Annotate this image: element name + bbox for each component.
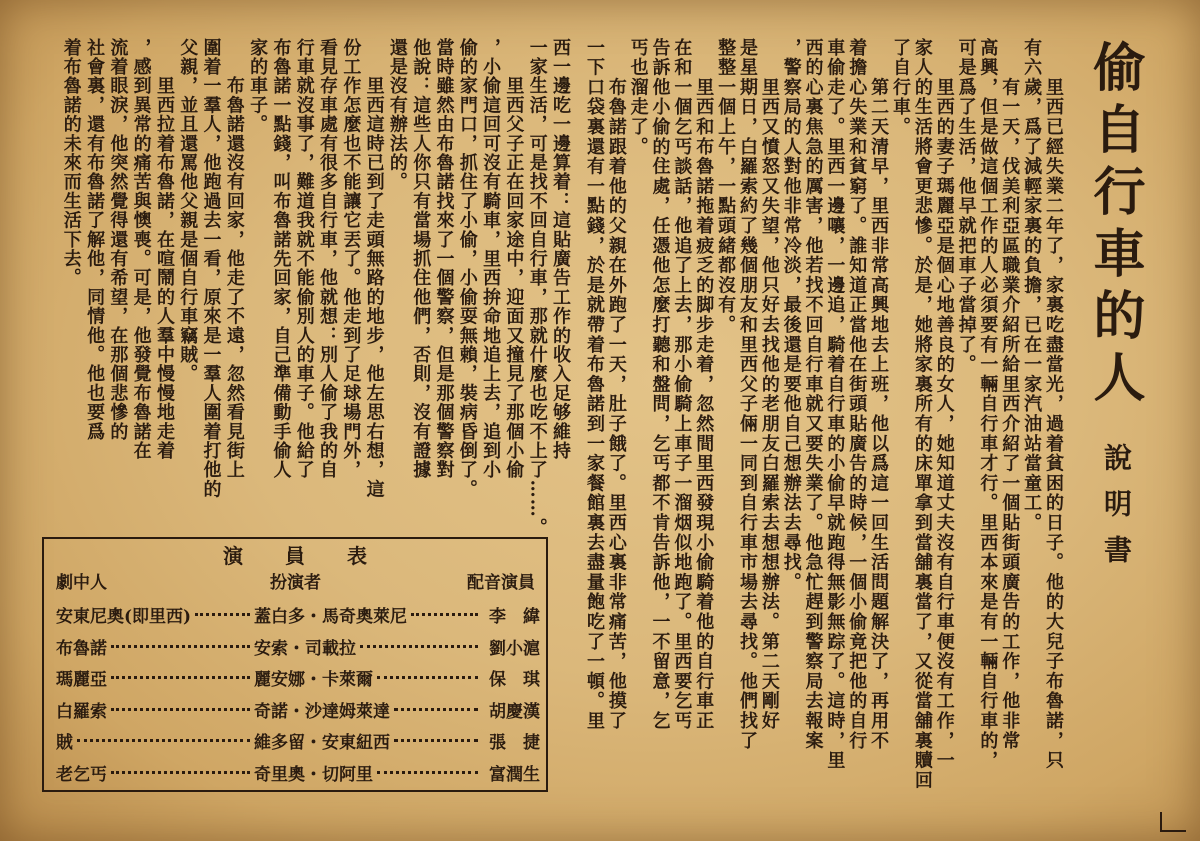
actor-cell <box>254 697 482 722</box>
synopsis-left-block <box>59 38 572 538</box>
text-column: 里西的妻子瑪麗亞是個心地善良的女人，她知道丈夫沒有自行車便沒有工作，一 <box>933 38 955 771</box>
cast-row <box>56 631 540 663</box>
text-column: 整整一個上午，一點頭緒都沒有。 <box>715 38 737 335</box>
text-column: 西的心裏焦急的厲害，他若找不回自行車就又要失業了。他急忙趕到警察局去報案 <box>802 38 824 751</box>
dot-leader <box>360 645 478 648</box>
text-column: 了自行車。 <box>889 38 911 137</box>
synopsis-right-block <box>583 38 1064 800</box>
actor-name: 奇諾・沙達姆萊達 <box>254 701 390 722</box>
text-column: 布魯諾還沒有回家，他走了不遠，忽然看見街上 <box>223 38 245 480</box>
dubber-name: 張 捷 <box>489 733 540 754</box>
cast-rows <box>56 599 540 788</box>
text-column: 高興，但是做這個工作的人必須要有一輛自行車才行。里西本來是有一輛自行車的， <box>977 38 999 771</box>
text-column: 可是爲了生活，他早就把車子當掉了。 <box>955 38 977 375</box>
dot-leader <box>377 771 478 774</box>
text-column: 父親，並且還罵他父親是個自行車竊賊。 <box>177 38 199 384</box>
dubber-name: 保 琪 <box>489 670 540 691</box>
text-column: 流着眼淚，他突然覺得還有希望，在那個悲慘的 <box>107 38 129 442</box>
dot-leader <box>111 708 250 711</box>
actor-cell <box>254 634 482 659</box>
actor-column-header: 扮演者 <box>270 573 321 593</box>
text-column: 圍着一羣人，他跑過去一看，原來是一羣人圍着打他的 <box>200 38 222 499</box>
cast-row <box>56 662 540 694</box>
cast-row <box>56 599 540 631</box>
text-column: 社會裏，還有布魯諾了解他，同情他。他也要爲 <box>84 38 106 442</box>
role-cell <box>56 665 254 690</box>
text-column: ，感到異常的痛苦與懊喪。可是，他發覺布魯諾在 <box>130 38 152 461</box>
role-cell <box>56 697 254 722</box>
text-column: 西一邊吃一邊算着：這貼廣告工作的收入足够維持 <box>550 38 571 461</box>
dubber-name: 胡慶漢 <box>489 701 540 722</box>
text-column: 是星期日，白羅索約了幾個朋友和里西父子倆一同到自行車市場去尋找。他們找了 <box>736 38 758 751</box>
actor-name: 麗安娜・卡萊爾 <box>254 670 373 691</box>
cast-table <box>42 537 548 792</box>
text-column: 他說：這些人你只有當場抓住他們，否則，沒有證據 <box>410 38 432 480</box>
role-cell <box>56 634 254 659</box>
dot-leader <box>111 771 250 774</box>
text-column: 家的車子。 <box>247 38 269 134</box>
dot-leader <box>111 645 250 648</box>
text-column: 着擔心失業和貧窮了。誰知道正當他在街頭貼廣告的時候，一個小偷竟把他的自行 <box>846 38 868 751</box>
text-column: 里西和布魯諾拖着疲乏的脚步走着，忽然間里西發現小偷騎着他的自行車正 <box>693 38 715 731</box>
dubber-cell <box>482 760 540 785</box>
text-column: 布魯諾跟着他的父親在外跑了一天，肚子餓了。里西心裏非常痛苦，他摸了 <box>605 38 627 731</box>
actor-name: 蓋白多・馬奇奧萊尼 <box>254 607 407 628</box>
dubber-name: 李 緯 <box>489 607 540 628</box>
dubber-cell <box>482 697 540 722</box>
dot-leader <box>77 739 250 742</box>
text-column: 有一天，伐美利亞區職業介紹所給里西介紹了一個貼街頭廣告的工作，他非常 <box>999 38 1021 751</box>
actor-name: 維多留・安東紐西 <box>254 733 390 754</box>
dot-leader <box>377 676 478 679</box>
corner-crop-mark <box>1160 812 1186 832</box>
actor-cell <box>254 665 482 690</box>
text-column: 有六歲，爲了減輕家裏的負擔，已在一家汽油站當童工。 <box>1021 38 1043 533</box>
dot-leader <box>195 613 250 616</box>
text-column: 偷的家門口，抓住了小偷，小偷耍無賴，裝病昏倒了。 <box>456 38 478 499</box>
role-cell <box>56 728 254 753</box>
text-column: 一下口袋裏還有一點錢，於是就帶着布魯諾到一家餐館裏去盡量飽吃了一頓。里 <box>583 38 605 731</box>
text-column: 車偷走了。里西一邊嚷，一邊追，騎着自行車的小偷早就跑得無影無踪了。這時，里 <box>824 38 846 771</box>
document-subtitle: 說明書 <box>1100 443 1133 581</box>
text-column: 當時雖然由布魯諾找來了一個警察，但是那個警察對 <box>433 38 455 480</box>
text-column: 在和一個乞丐談話，他追了上去，那小偷騎上車子一溜烟似地跑了。里西要乞丐 <box>671 38 693 731</box>
text-column: 份工作怎麼也不能讓它丟了。他走到了足球場門外， <box>340 38 362 480</box>
role-cell <box>56 602 254 627</box>
dubber-cell <box>482 665 540 690</box>
dubber-cell <box>482 728 540 753</box>
text-column: 里西這時已到了走頭無路的地步，他左思右想，這 <box>363 38 385 499</box>
actor-name: 安索・司載拉 <box>254 638 356 659</box>
role-name: 布魯諾 <box>56 638 107 659</box>
role-column-header: 劇中人 <box>56 573 107 593</box>
text-column: 里西拉着布魯諾，在喧鬧的人羣中慢慢地走着 <box>153 38 175 461</box>
actor-cell <box>254 728 482 753</box>
dubber-cell <box>482 634 540 659</box>
role-name: 安東尼奧(即里西) <box>56 607 192 628</box>
text-column: 還是沒有辦法的。 <box>386 38 408 192</box>
cast-row <box>56 757 540 789</box>
text-column: 行車就沒事了，難道我就不能偷別人的車子。他給了 <box>293 38 315 480</box>
role-name: 老乞丐 <box>56 764 107 785</box>
text-column: ，警察局的人對他非常冷淡，最後還是要他自己想辦法去尋找。 <box>780 38 802 593</box>
text-column: 第二天清早，里西非常高興地去上班，他以爲這一回生活問題解決了，再用不 <box>868 38 890 751</box>
text-column: ，小偷這回可沒有騎車，里西拚命地追上去，追到小 <box>480 38 502 480</box>
text-column: 里西父子正在回家途中，迎面又撞見了那個小偷 <box>503 38 525 480</box>
text-column: 家人的生活將會更悲慘。於是，她將家裏所有的床單拿到當舖裏當了，又從當舖裏贖回 <box>911 38 933 791</box>
text-column: 一家生活，可是找不回自行車，那就什麼也吃不上了……。 <box>526 38 548 538</box>
cast-header-row <box>56 571 535 595</box>
dubber-column-header: 配音演員 <box>467 573 535 593</box>
cast-row <box>56 694 540 726</box>
text-column: 布魯諾一點錢，叫布魯諾先回家，自己準備動手偷人 <box>270 38 292 480</box>
text-column: 里西又憤怒又失望，他只好去找他的老朋友白羅索去想想辦法。第二天剛好 <box>758 38 780 731</box>
dot-leader <box>411 613 478 616</box>
dubber-name: 富潤生 <box>489 764 540 785</box>
role-name: 白羅索 <box>56 701 107 722</box>
text-column: 着布魯諾的未來而生活下去。 <box>60 38 82 288</box>
cast-row <box>56 725 540 757</box>
text-column: 丐也溜走了。 <box>627 38 649 157</box>
role-cell <box>56 760 254 785</box>
text-column: 里西已經失業二年了，家裏吃盡當光，過着貧困的日子。他的大兒子布魯諾，只 <box>1043 38 1064 771</box>
dubber-cell <box>482 602 540 627</box>
actor-cell <box>254 602 482 627</box>
dot-leader <box>394 739 478 742</box>
role-name: 瑪麗亞 <box>56 670 107 691</box>
actor-cell <box>254 760 482 785</box>
cast-table-heading: 演 員 表 <box>223 544 378 568</box>
text-column: 告訴他小偷的住處，任憑他怎麼打聽和盤問，乞丐都不肯告訴他，一不留意，乞 <box>649 38 671 731</box>
dot-leader <box>111 676 250 679</box>
film-title: 偷自行車的人 <box>1084 40 1145 412</box>
text-column: 看見存車處有很多自行車，他就想：別人偷了我的自 <box>317 38 339 480</box>
actor-name: 奇里奧・切阿里 <box>254 764 373 785</box>
role-name: 賊 <box>56 733 73 754</box>
dot-leader <box>394 708 478 711</box>
dubber-name: 劉小滬 <box>489 638 540 659</box>
